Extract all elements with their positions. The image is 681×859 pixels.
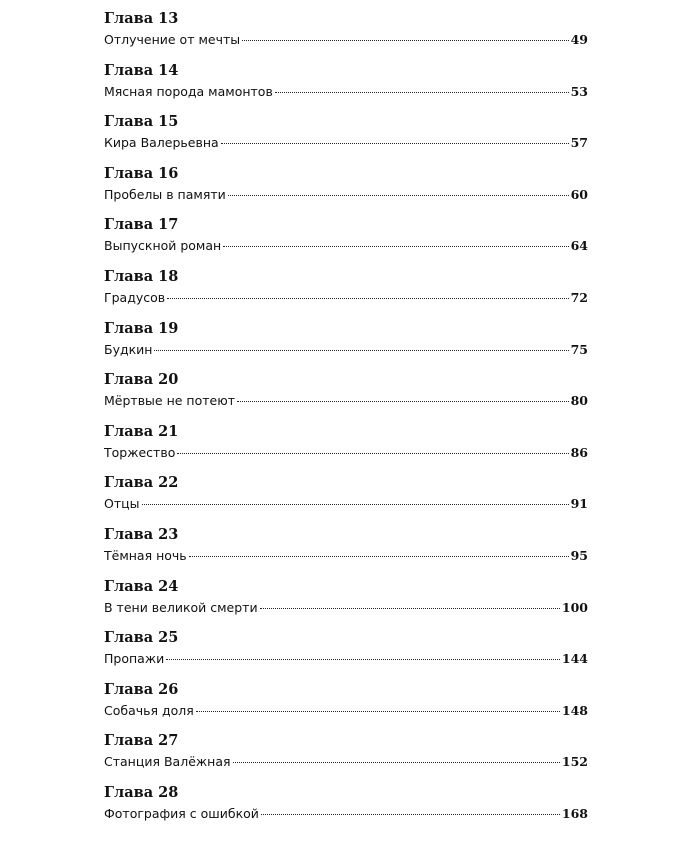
chapter-heading: Глава 20 (104, 371, 179, 389)
chapter-heading: Глава 23 (104, 525, 179, 543)
dot-leader (261, 814, 560, 815)
toc-entry-19[interactable] (104, 320, 588, 372)
toc-entry-17[interactable] (104, 216, 588, 268)
chapter-title: Тёмная ночь (104, 547, 187, 563)
dot-leader (196, 711, 560, 712)
chapter-line (104, 82, 588, 102)
chapter-title: Кира Валерьевна (104, 135, 219, 151)
chapter-line (104, 598, 588, 618)
chapter-line (104, 133, 588, 153)
chapter-heading: Глава 17 (104, 216, 179, 234)
page-number: 49 (570, 32, 588, 47)
page-number: 75 (570, 341, 588, 357)
dot-leader (242, 40, 568, 41)
page-number: 64 (570, 238, 588, 254)
dot-leader (154, 350, 568, 351)
dot-leader (189, 556, 569, 557)
dot-leader (223, 246, 568, 247)
dot-leader (275, 92, 569, 93)
dot-leader (142, 504, 569, 505)
chapter-heading: Глава 18 (104, 267, 179, 285)
chapter-heading: Глава 24 (104, 577, 179, 595)
page-number: 80 (570, 393, 588, 409)
chapter-heading: Глава 22 (104, 474, 179, 492)
chapter-line (104, 701, 588, 721)
chapter-title: Мёртвые не потеют (104, 393, 236, 409)
dot-leader (221, 143, 569, 144)
chapter-line (104, 288, 588, 308)
toc-entry-28[interactable] (104, 784, 588, 836)
page-number: 152 (561, 754, 588, 770)
chapter-heading: Глава 28 (104, 783, 179, 801)
page-number: 100 (561, 599, 588, 615)
page-number: 60 (570, 186, 588, 202)
dot-leader (167, 298, 568, 299)
chapter-heading: Глава 15 (104, 113, 179, 131)
dot-leader (237, 401, 569, 402)
chapter-line (104, 340, 588, 360)
toc-entry-16[interactable] (104, 165, 588, 217)
chapter-line (104, 236, 588, 256)
page-number: 72 (570, 289, 588, 305)
dot-leader (166, 659, 560, 660)
toc-entry-15[interactable] (104, 113, 588, 165)
toc-entry-24[interactable] (104, 578, 588, 630)
chapter-title: Отцы (104, 496, 140, 512)
toc-entry-22[interactable] (104, 474, 588, 526)
toc-entry-26[interactable] (104, 681, 588, 733)
page-number: 91 (570, 496, 588, 512)
chapter-title: Выпускной роман (104, 238, 222, 254)
chapter-title: Будкин (104, 341, 153, 357)
page-number: 144 (561, 651, 588, 667)
chapter-heading: Глава 25 (104, 629, 179, 647)
chapter-heading: Глава 21 (104, 422, 179, 440)
dot-leader (228, 195, 569, 196)
dot-leader (233, 762, 560, 763)
page-number: 148 (561, 702, 588, 718)
chapter-title: Градусов (104, 289, 166, 305)
chapter-line (104, 30, 588, 50)
toc-entry-13[interactable] (104, 10, 588, 62)
toc-entry-23[interactable] (104, 526, 588, 578)
chapter-line (104, 443, 588, 463)
toc-entry-25[interactable] (104, 629, 588, 681)
chapter-line (104, 391, 588, 411)
dot-leader (177, 453, 568, 454)
chapter-title: Отлучение от мечты (104, 32, 241, 47)
dot-leader (260, 608, 560, 609)
toc-entry-14[interactable] (104, 62, 588, 114)
chapter-line (104, 804, 588, 824)
page-number: 95 (570, 547, 588, 563)
chapter-heading: Глава 16 (104, 164, 179, 182)
toc-entry-20[interactable] (104, 371, 588, 423)
chapter-title: Собачья доля (104, 702, 194, 718)
chapter-title: В тени великой смерти (104, 599, 258, 615)
chapter-heading: Глава 27 (104, 732, 179, 750)
chapter-heading: Глава 14 (104, 61, 179, 79)
page-number: 57 (570, 135, 588, 151)
chapter-title: Станция Валёжная (104, 754, 231, 770)
chapter-title: Пропажи (104, 651, 165, 667)
chapter-title: Пробелы в памяти (104, 186, 226, 202)
chapter-title: Торжество (104, 444, 176, 460)
chapter-line (104, 546, 588, 566)
chapter-line (104, 185, 588, 205)
toc-entry-27[interactable] (104, 732, 588, 784)
page-number: 53 (570, 83, 588, 99)
chapter-heading: Глава 26 (104, 680, 179, 698)
chapter-line (104, 649, 588, 669)
chapter-heading: Глава 19 (104, 319, 179, 337)
chapter-title: Мясная порода мамонтов (104, 83, 273, 99)
page-number: 86 (570, 444, 588, 460)
page-number: 168 (561, 805, 588, 821)
chapter-heading: Глава 13 (104, 10, 179, 27)
chapter-title: Фотография с ошибкой (104, 805, 259, 821)
table-of-contents (104, 10, 588, 836)
chapter-line (104, 752, 588, 772)
toc-entry-18[interactable] (104, 268, 588, 320)
toc-entry-21[interactable] (104, 423, 588, 475)
chapter-line (104, 494, 588, 514)
